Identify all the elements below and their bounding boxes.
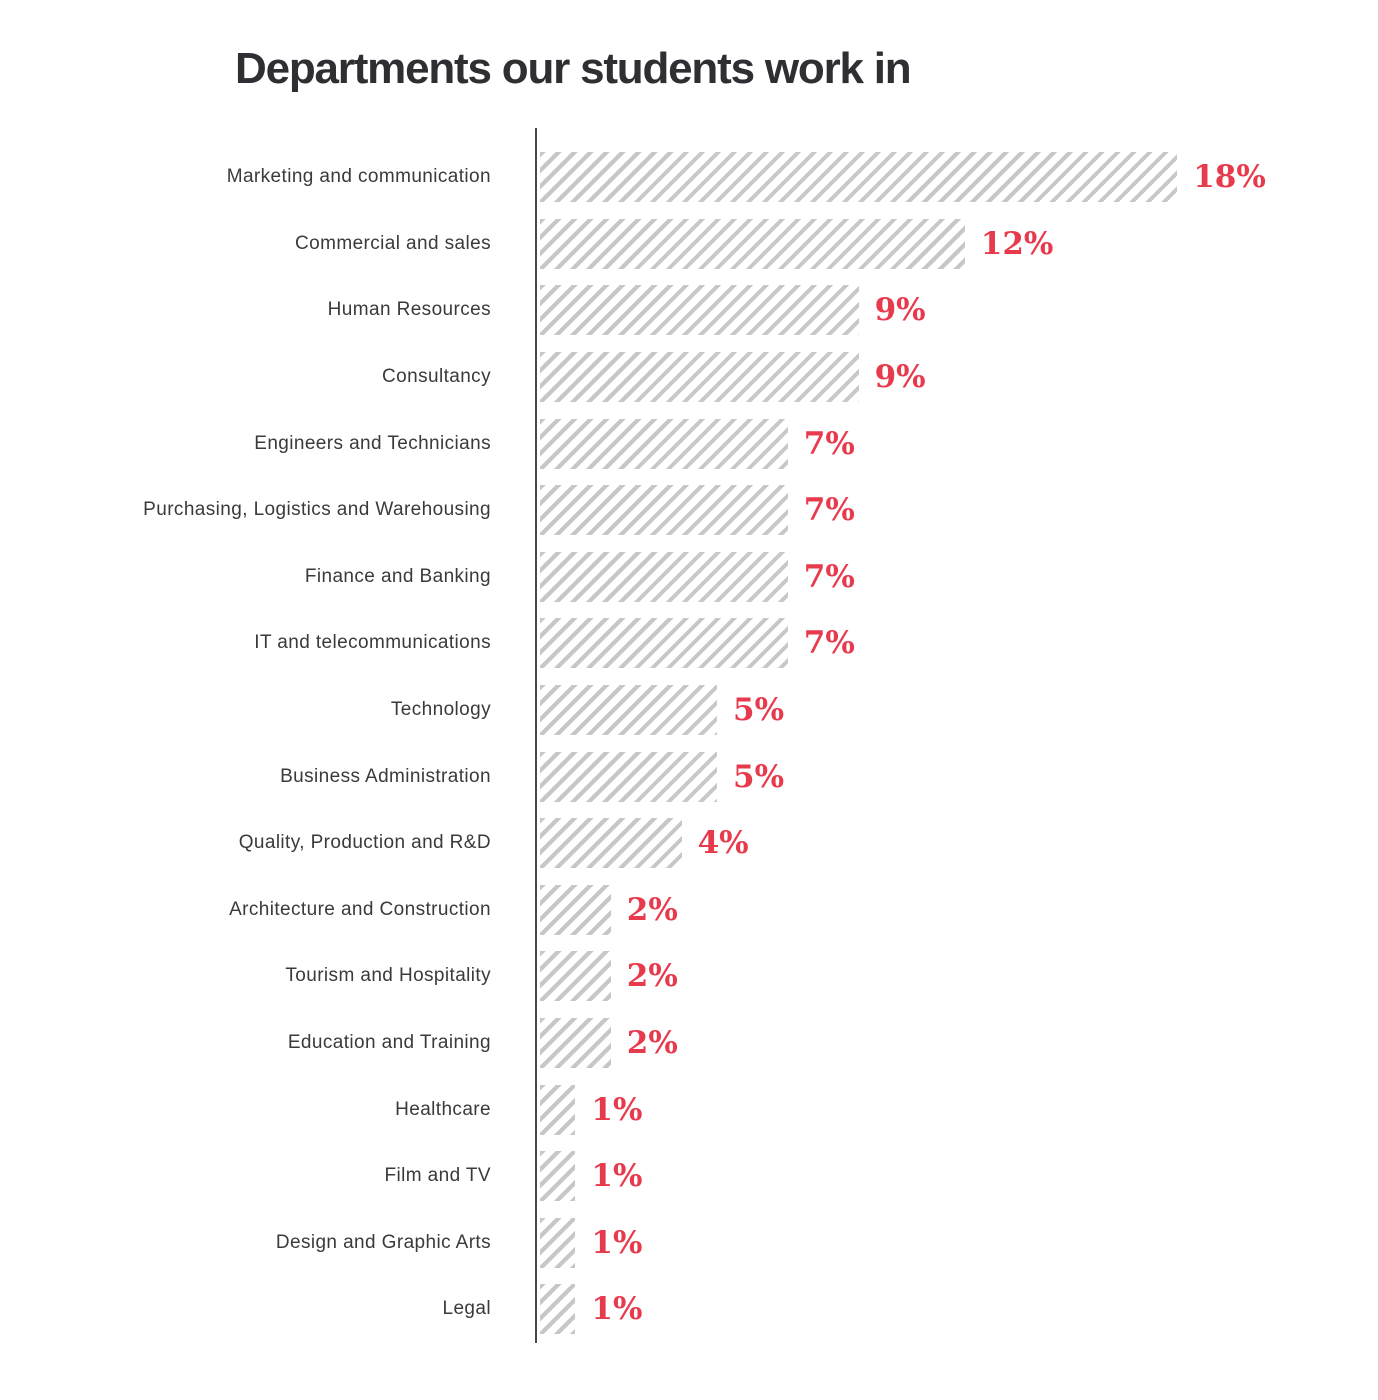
category-label: Technology [390,699,491,721]
bar [540,419,788,469]
bar [540,152,1177,202]
bar [540,1218,575,1268]
bar-row [0,1210,1378,1277]
value-label: 9% [874,359,926,396]
bar-row [0,277,1378,344]
bar-row [0,943,1378,1010]
category-label: Legal [442,1298,491,1320]
value-label: 1% [591,1291,643,1328]
bar-row [0,144,1378,211]
bar [540,752,717,802]
category-label: Consultancy [382,366,491,388]
category-label: Tourism and Hospitality [285,965,491,987]
bar [540,1151,575,1201]
bar [540,685,717,735]
bar [540,219,965,269]
value-label: 7% [803,492,855,529]
value-label: 4% [697,825,749,862]
category-label: Education and Training [287,1032,491,1054]
bar-row [0,410,1378,477]
category-label: Quality, Production and R&D [238,832,491,854]
value-label: 1% [591,1224,643,1261]
value-label: 5% [733,692,785,729]
value-label: 1% [591,1091,643,1128]
value-label: 12% [980,225,1054,262]
bar-row [0,610,1378,677]
category-label: Healthcare [395,1098,491,1120]
bar [540,885,611,935]
value-label: 7% [803,425,855,462]
bar [540,618,788,668]
bar-row [0,743,1378,810]
bar-row [0,477,1378,544]
bar [540,352,859,402]
category-label: IT and telecommunications [254,632,491,654]
bar [540,285,859,335]
value-label: 1% [591,1158,643,1195]
bar [540,1085,575,1135]
value-label: 18% [1193,159,1266,196]
bar [540,951,611,1001]
category-label: Finance and Banking [304,565,491,587]
bar [540,552,788,602]
category-label: Design and Graphic Arts [275,1231,491,1253]
value-label: 7% [803,625,855,662]
bar-row [0,544,1378,611]
category-label: Human Resources [327,299,491,321]
bar-row [0,810,1378,877]
bar-row [0,344,1378,411]
value-label: 7% [803,558,855,595]
value-label: 2% [626,1025,678,1062]
bar-row [0,211,1378,278]
bar [540,818,682,868]
value-label: 2% [626,891,678,928]
bar-row [0,1143,1378,1210]
chart-title: Departments our students work in [235,44,911,93]
bar-row [0,1076,1378,1143]
category-label: Marketing and communication [226,166,491,188]
value-label: 5% [733,758,785,795]
category-label: Film and TV [384,1165,491,1187]
bar-rows [0,144,1378,1343]
value-label: 9% [874,292,926,329]
bar-row [0,1276,1378,1343]
category-label: Engineers and Technicians [254,432,491,454]
bar [540,485,788,535]
category-label: Purchasing, Logistics and Warehousing [143,499,491,521]
bar-row [0,877,1378,944]
bar-row [0,677,1378,744]
value-label: 2% [626,958,678,995]
category-label: Commercial and sales [295,232,491,254]
bar [540,1018,611,1068]
category-label: Architecture and Construction [229,898,491,920]
category-label: Business Administration [280,765,491,787]
bar [540,1284,575,1334]
bar-row [0,1010,1378,1077]
